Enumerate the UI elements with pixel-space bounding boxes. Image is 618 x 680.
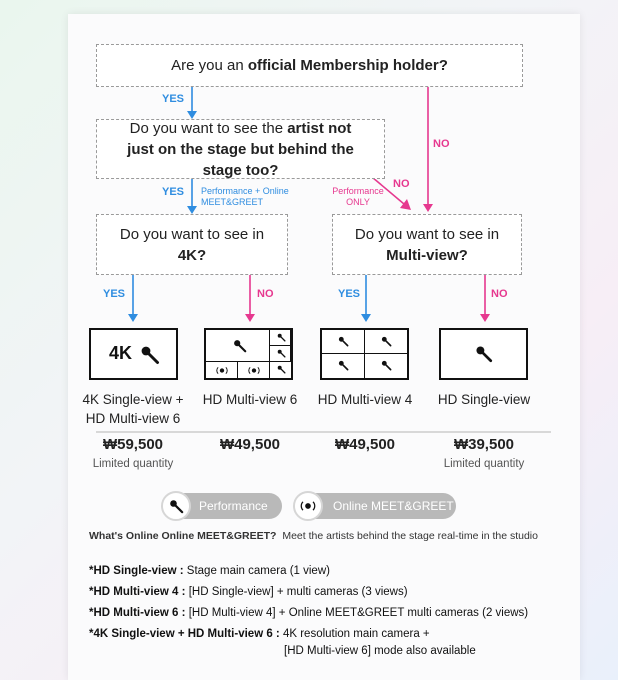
option-name: 4K Single-view + HD Multi-view 6: [82, 392, 184, 426]
mic-icon: [381, 336, 392, 347]
label-yes: YES: [103, 288, 126, 300]
mic-icon: [338, 360, 349, 371]
question-bold: 4K?: [177, 246, 207, 264]
question-text: Do you want to see the: [129, 119, 288, 137]
option-name: HD Multi-view 4: [317, 392, 413, 407]
whats-question: What's Online Online MEET&GREET?: [89, 530, 277, 542]
option-note: Limited quantity: [443, 458, 525, 470]
camera-icon: [298, 500, 318, 512]
option-note: Limited quantity: [92, 458, 174, 470]
legend-meet-label: Online MEET&GREET: [333, 499, 454, 513]
question-4k: [96, 214, 288, 275]
option-name: HD Multi-view 6: [202, 392, 298, 407]
question-bold: official Membership holder?: [247, 57, 448, 74]
arrowhead: [361, 314, 371, 322]
legend-meet-greet: [296, 493, 456, 519]
camera-icon: [214, 366, 230, 375]
label-no: NO: [393, 178, 410, 190]
note-line: [89, 586, 408, 598]
camera-icon: [246, 366, 262, 375]
note-term: *HD Multi-view 4 :: [89, 586, 186, 598]
screen-single-view: [439, 328, 528, 380]
question-membership: [96, 44, 523, 87]
label-yes: YES: [162, 186, 185, 198]
note-desc: 4K resolution main camera +: [282, 628, 430, 640]
option-price: ₩49,500: [334, 436, 396, 453]
label-no: NO: [257, 288, 274, 300]
arrowhead: [128, 314, 138, 322]
note-term: *4K Single-view + HD Multi-view 6 :: [89, 628, 280, 640]
note-line: [89, 565, 330, 577]
whats-answer: Meet the artists behind the stage real-time in the studio: [282, 530, 538, 542]
mic-icon: [169, 499, 184, 514]
mic-icon: [140, 345, 160, 365]
question-bold: Multi-view?: [386, 246, 468, 264]
arrowhead: [480, 314, 490, 322]
note-line-continued: [HD Multi-view 6] mode also available: [284, 645, 476, 657]
question-multiview: [332, 214, 522, 275]
arrowhead: [187, 206, 197, 214]
question-text: Do you want to see in: [119, 225, 265, 243]
question-bold: artist not just on the stage but behind the stage too?: [127, 119, 354, 179]
mic-icon: [233, 339, 247, 353]
legend-performance: [164, 493, 282, 519]
option-name: HD Single-view: [437, 392, 531, 407]
label-yes: YES: [162, 93, 185, 105]
mic-icon: [277, 365, 286, 374]
option-price: ₩49,500: [219, 436, 281, 453]
screen-4k-single: [89, 328, 178, 380]
note-desc: [HD Single-view] + multi cameras (3 views): [188, 586, 408, 598]
option-price: ₩39,500: [453, 436, 515, 453]
screen-4k-text: 4K: [109, 343, 133, 363]
question-behind-stage: [96, 119, 385, 179]
label-performance-meet: Performance + Online MEET&GREET: [201, 186, 289, 207]
mic-icon: [277, 333, 286, 342]
note-term: *HD Single-view :: [89, 565, 184, 577]
arrowhead: [423, 204, 433, 212]
label-no: NO: [491, 288, 508, 300]
arrowhead: [245, 314, 255, 322]
arrowhead: [400, 199, 411, 210]
question-text: Do you want to see in: [354, 225, 500, 243]
screen-multiview-6: [204, 328, 293, 380]
mic-icon: [338, 336, 349, 347]
mic-icon: [381, 360, 392, 371]
question-text: Are you an: [171, 57, 248, 74]
note-line: [89, 628, 430, 640]
label-no: NO: [433, 138, 450, 150]
label-performance-only: Performance ONLY: [332, 186, 384, 207]
screen-multiview-4: [320, 328, 409, 380]
legend-performance-label: Performance: [199, 499, 268, 513]
note-desc: [HD Multi-view 4] + Online MEET&GREET multi cameras (2 views): [188, 607, 529, 619]
note-desc: Stage main camera (1 view): [186, 565, 330, 577]
label-yes: YES: [338, 288, 361, 300]
note-term: *HD Multi-view 6 :: [89, 607, 186, 619]
mic-icon: [277, 349, 286, 358]
mic-icon: [475, 345, 493, 363]
whats-line: [89, 530, 538, 542]
option-price: ₩59,500: [102, 436, 164, 453]
note-line: [89, 607, 528, 619]
